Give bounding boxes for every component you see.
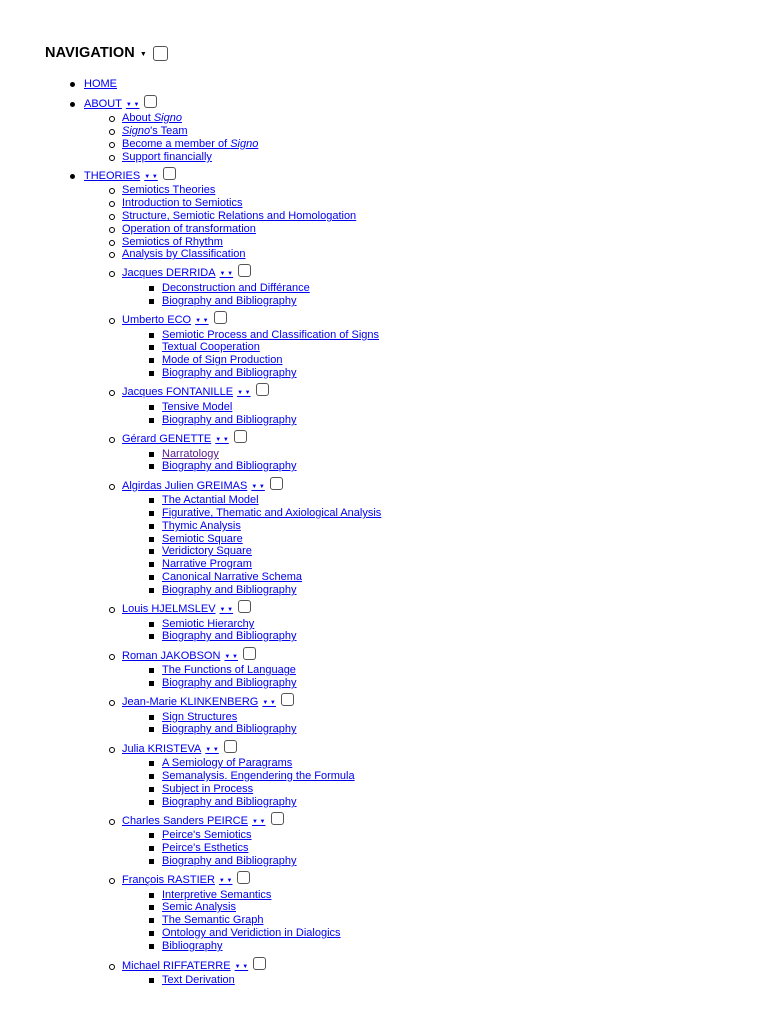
menu-item-wrapper [122,196,242,210]
list-bullet-icon [109,227,115,233]
list-bullet-icon [70,82,75,87]
list-bullet-icon [109,747,115,753]
list-bullet-icon [149,787,154,792]
list-bullet-icon [149,893,154,898]
list-bullet-icon [149,405,154,410]
list-bullet-icon [149,286,154,291]
menu-item-wrapper [162,926,341,940]
submenu-toggle-checkbox[interactable] [253,957,266,970]
menu-item-wrapper [162,828,252,842]
list-bullet-icon [109,964,115,970]
menu-link[interactable]: Biography and Bibliography [162,630,297,642]
list-bullet-icon [149,299,154,304]
list-bullet-icon [149,727,154,732]
menu-link[interactable]: Biography and Bibliography [162,677,297,689]
menu-item-wrapper [122,222,256,236]
menu-item-wrapper [122,313,227,329]
list-bullet-icon [109,188,115,194]
list-bullet-icon [109,390,115,396]
menu-link[interactable]: ABOUT ▼ ▼ [84,98,140,110]
menu-item-wrapper [162,570,302,584]
list-bullet-icon [149,452,154,457]
list-bullet-icon [149,549,154,554]
menu-link[interactable]: Analysis by Classification [122,248,246,260]
menu-item-wrapper [162,583,297,597]
menu-link[interactable]: Peirce's Semiotics [162,829,252,841]
list-bullet-icon [149,622,154,627]
menu-link[interactable]: Text Derivation [162,974,235,986]
menu-link[interactable]: Sign Structures [162,711,238,723]
menu-item-wrapper [122,432,247,448]
list-bullet-icon [109,116,115,122]
menu-link[interactable]: Tensive Model [162,401,233,413]
menu-item-wrapper [122,873,250,889]
menu-item-wrapper [162,795,297,809]
list-bullet-icon [149,978,154,983]
expand-arrows-icon[interactable]: ▼ ▼ [234,964,249,970]
menu-item-wrapper [122,150,212,164]
menu-link[interactable]: Mode of Sign Production [162,354,283,366]
menu-link[interactable]: Jean-Marie KLINKENBERG ▼ ▼ [122,696,276,708]
menu-link[interactable]: The Semantic Graph [162,914,264,926]
menu-item-wrapper [162,782,253,796]
menu-link[interactable]: Interpretive Semantics [162,889,272,901]
list-bullet-icon [149,931,154,936]
list-bullet-icon [109,271,115,277]
menu-link[interactable]: Biography and Bibliography [162,584,297,596]
menu-item-wrapper [122,111,182,125]
expand-arrows-icon[interactable]: ▼ ▼ [218,878,233,884]
list-bullet-icon [149,418,154,423]
expand-arrows-icon[interactable]: ▼ ▼ [251,819,266,825]
menu-item-wrapper [162,506,381,520]
menu-item-wrapper [162,519,241,533]
menu-link[interactable]: Louis HJELMSLEV ▼ ▼ [122,603,234,615]
menu-item-wrapper [162,413,297,427]
menu-link[interactable]: Julia KRISTEVA ▼ ▼ [122,743,219,755]
menu-link[interactable]: Semic Analysis [162,901,236,913]
list-bullet-icon [149,464,154,469]
expand-arrows-icon[interactable]: ▼ ▼ [262,700,276,706]
list-bullet-icon [109,214,115,220]
list-bullet-icon [109,654,115,660]
list-bullet-icon [149,634,154,639]
menu-link[interactable]: Introduction to Semiotics [122,197,243,209]
menu-link[interactable]: The Functions of Language [162,664,296,676]
menu-link[interactable]: Semiotic Square [162,533,243,545]
menu-link[interactable]: Semiotics Theories [122,184,216,196]
menu-link[interactable]: Bibliography [162,940,223,952]
menu-item-wrapper [162,663,296,677]
menu-link[interactable]: Structure, Semiotic Relations and Homologation [122,210,357,222]
menu-item-wrapper [162,400,232,414]
list-bullet-icon [109,437,115,443]
menu-item-wrapper [162,973,235,987]
expand-arrows-icon[interactable]: ▼ ▼ [219,607,234,613]
submenu-toggle-checkbox[interactable] [237,871,250,884]
menu-item-wrapper [122,183,215,197]
submenu-toggle-checkbox[interactable] [238,600,251,613]
list-bullet-icon [149,761,154,766]
menu-link[interactable]: Figurative, Thematic and Axiological Analysis [162,507,382,519]
list-bullet-icon [149,859,154,864]
list-bullet-icon [149,524,154,529]
menu-link[interactable]: Algirdas Julien GREIMAS ▼ ▼ [122,480,265,492]
menu-item-wrapper [162,900,236,914]
list-bullet-icon [109,142,115,148]
submenu-toggle-checkbox[interactable] [214,311,227,324]
list-bullet-icon [149,668,154,673]
menu-item-wrapper [162,629,297,643]
list-bullet-icon [149,681,154,686]
submenu-toggle-checkbox[interactable] [243,647,256,660]
list-bullet-icon [109,607,115,613]
menu-item-wrapper [122,266,251,282]
menu-link[interactable]: Narrative Program [162,558,252,570]
list-bullet-icon [109,155,115,161]
list-bullet-icon [149,905,154,910]
menu-item-wrapper [122,124,188,138]
list-bullet-icon [109,484,115,490]
list-bullet-icon [109,240,115,246]
menu-link[interactable]: Semiotics of Rhythm [122,236,223,248]
menu-item-wrapper [162,756,292,770]
menu-link[interactable]: Signo's Team [122,125,188,137]
list-bullet-icon [109,819,115,825]
list-bullet-icon [149,575,154,580]
menu-item-wrapper [162,939,223,953]
menu-link[interactable]: About Signo [122,112,182,124]
menu-item-wrapper [122,137,258,151]
menu-item-wrapper [162,459,297,473]
submenu-toggle-checkbox[interactable] [224,740,237,753]
list-bullet-icon [149,846,154,851]
menu-item-wrapper [162,769,355,783]
list-bullet-icon [149,358,154,363]
expand-arrows-icon[interactable]: ▼ ▼ [144,174,158,180]
menu-item-wrapper [122,247,246,261]
submenu-toggle-checkbox[interactable] [271,812,284,825]
list-bullet-icon [109,129,115,135]
menu-link[interactable]: The Actantial Model [162,494,259,506]
submenu-toggle-checkbox[interactable] [256,383,269,396]
menu-link[interactable]: THEORIES ▼ ▼ [84,170,158,182]
menu-item-wrapper [162,340,260,354]
menu-item-wrapper [162,557,252,571]
navigation-title: NAVIGATION [45,45,135,61]
list-bullet-icon [149,715,154,720]
menu-link[interactable]: Biography and Bibliography [162,295,297,307]
menu-item-wrapper [162,854,297,868]
list-bullet-icon [109,700,115,706]
menu-item-wrapper [162,913,264,927]
submenu-toggle-checkbox[interactable] [234,430,247,443]
expand-arrows-icon[interactable]: ▼ ▼ [205,747,219,753]
expand-arrows-icon[interactable]: ▼ ▼ [215,437,229,443]
submenu-toggle-checkbox[interactable] [144,95,157,108]
menu-item-wrapper [122,385,269,401]
menu-link[interactable]: Canonical Narrative Schema [162,571,303,583]
list-bullet-icon [109,252,115,258]
menu-link[interactable]: Operation of transformation [122,223,256,235]
expand-arrows-icon[interactable]: ▼ ▼ [219,271,234,277]
list-bullet-icon [149,588,154,593]
list-bullet-icon [149,511,154,516]
menu-link[interactable]: HOME [84,78,117,90]
menu-link[interactable]: Biography and Bibliography [162,367,297,379]
menu-link[interactable]: Gérard GENETTE ▼ ▼ [122,433,229,445]
menu-link[interactable]: Jacques DERRIDA ▼ ▼ [122,267,234,279]
submenu-toggle-checkbox[interactable] [163,167,176,180]
list-bullet-icon [149,537,154,542]
menu-item-wrapper [162,722,297,736]
submenu-toggle-checkbox[interactable] [270,477,283,490]
list-bullet-icon [70,102,75,107]
menu-link[interactable]: Biography and Bibliography [162,460,297,472]
menu-item-wrapper [162,353,282,367]
menu-link[interactable]: Semanalysis. Engendering the Formula [162,770,355,782]
menu-item-wrapper [162,294,297,308]
expand-arrows-icon[interactable]: ▼ ▼ [195,318,209,324]
list-bullet-icon [149,371,154,376]
menu-link[interactable]: Charles Sanders PEIRCE ▼ ▼ [122,815,266,827]
menu-link[interactable]: Deconstruction and Différance [162,282,310,294]
menu-link[interactable]: Ontology and Veridiction in Dialogics [162,927,341,939]
menu-link[interactable]: Umberto ECO ▼ ▼ [122,314,209,326]
submenu-toggle-checkbox[interactable] [281,693,294,706]
dropdown-arrow-icon[interactable]: ▼ [139,50,147,58]
menu-link[interactable]: Narratology [162,448,219,460]
list-bullet-icon [149,774,154,779]
menu-link[interactable]: Support financially [122,151,212,163]
menu-link[interactable]: Semiotic Process and Classification of Signs [162,329,380,341]
menu-link[interactable]: Semiotic Hierarchy [162,618,255,630]
expand-arrows-icon[interactable]: ▼ ▼ [224,654,238,660]
menu-item-wrapper [122,602,251,618]
menu-item-wrapper [162,544,252,558]
list-bullet-icon [149,498,154,503]
menu-link[interactable]: Biography and Bibliography [162,855,297,867]
menu-item-wrapper [162,366,297,380]
list-bullet-icon [149,800,154,805]
menu-link[interactable]: Veridictory Square [162,545,252,557]
expand-arrows-icon[interactable]: ▼ ▼ [251,484,265,490]
list-bullet-icon [149,345,154,350]
menu-item-wrapper [162,676,297,690]
menu-link[interactable]: François RASTIER ▼ ▼ [122,874,233,886]
menu-item-wrapper [162,281,310,295]
menu-link[interactable]: Michael RIFFATERRE ▼ ▼ [122,960,249,972]
menu-link[interactable]: Thymic Analysis [162,520,241,532]
list-bullet-icon [149,562,154,567]
submenu-toggle-checkbox[interactable] [238,264,251,277]
menu-link[interactable]: A Semiology of Paragrams [162,757,293,769]
expand-arrows-icon[interactable]: ▼ ▼ [237,390,251,396]
menu-item-wrapper [122,695,294,711]
menu-link[interactable]: Become a member of Signo [122,138,259,150]
menu-link[interactable]: Textual Cooperation [162,341,260,353]
menu-link[interactable]: Jacques FONTANILLE ▼ ▼ [122,386,251,398]
list-bullet-icon [149,833,154,838]
list-bullet-icon [149,944,154,949]
list-bullet-icon [70,174,75,179]
menu-item-wrapper [84,77,117,91]
menu-item-wrapper [122,209,356,223]
list-bullet-icon [149,333,154,338]
list-bullet-icon [149,918,154,923]
list-bullet-icon [109,878,115,884]
expand-arrows-icon[interactable]: ▼ ▼ [125,102,140,108]
menu-item-wrapper [162,841,248,855]
menu-link[interactable]: Roman JAKOBSON ▼ ▼ [122,650,238,662]
menu-link[interactable]: Peirce's Esthetics [162,842,249,854]
menu-link[interactable]: Biography and Bibliography [162,414,297,426]
menu-link[interactable]: Subject in Process [162,783,254,795]
menu-link[interactable]: Biography and Bibliography [162,723,297,735]
list-bullet-icon [109,318,115,324]
menu-item-wrapper [162,493,259,507]
list-bullet-icon [109,201,115,207]
menu-link[interactable]: Biography and Bibliography [162,796,297,808]
